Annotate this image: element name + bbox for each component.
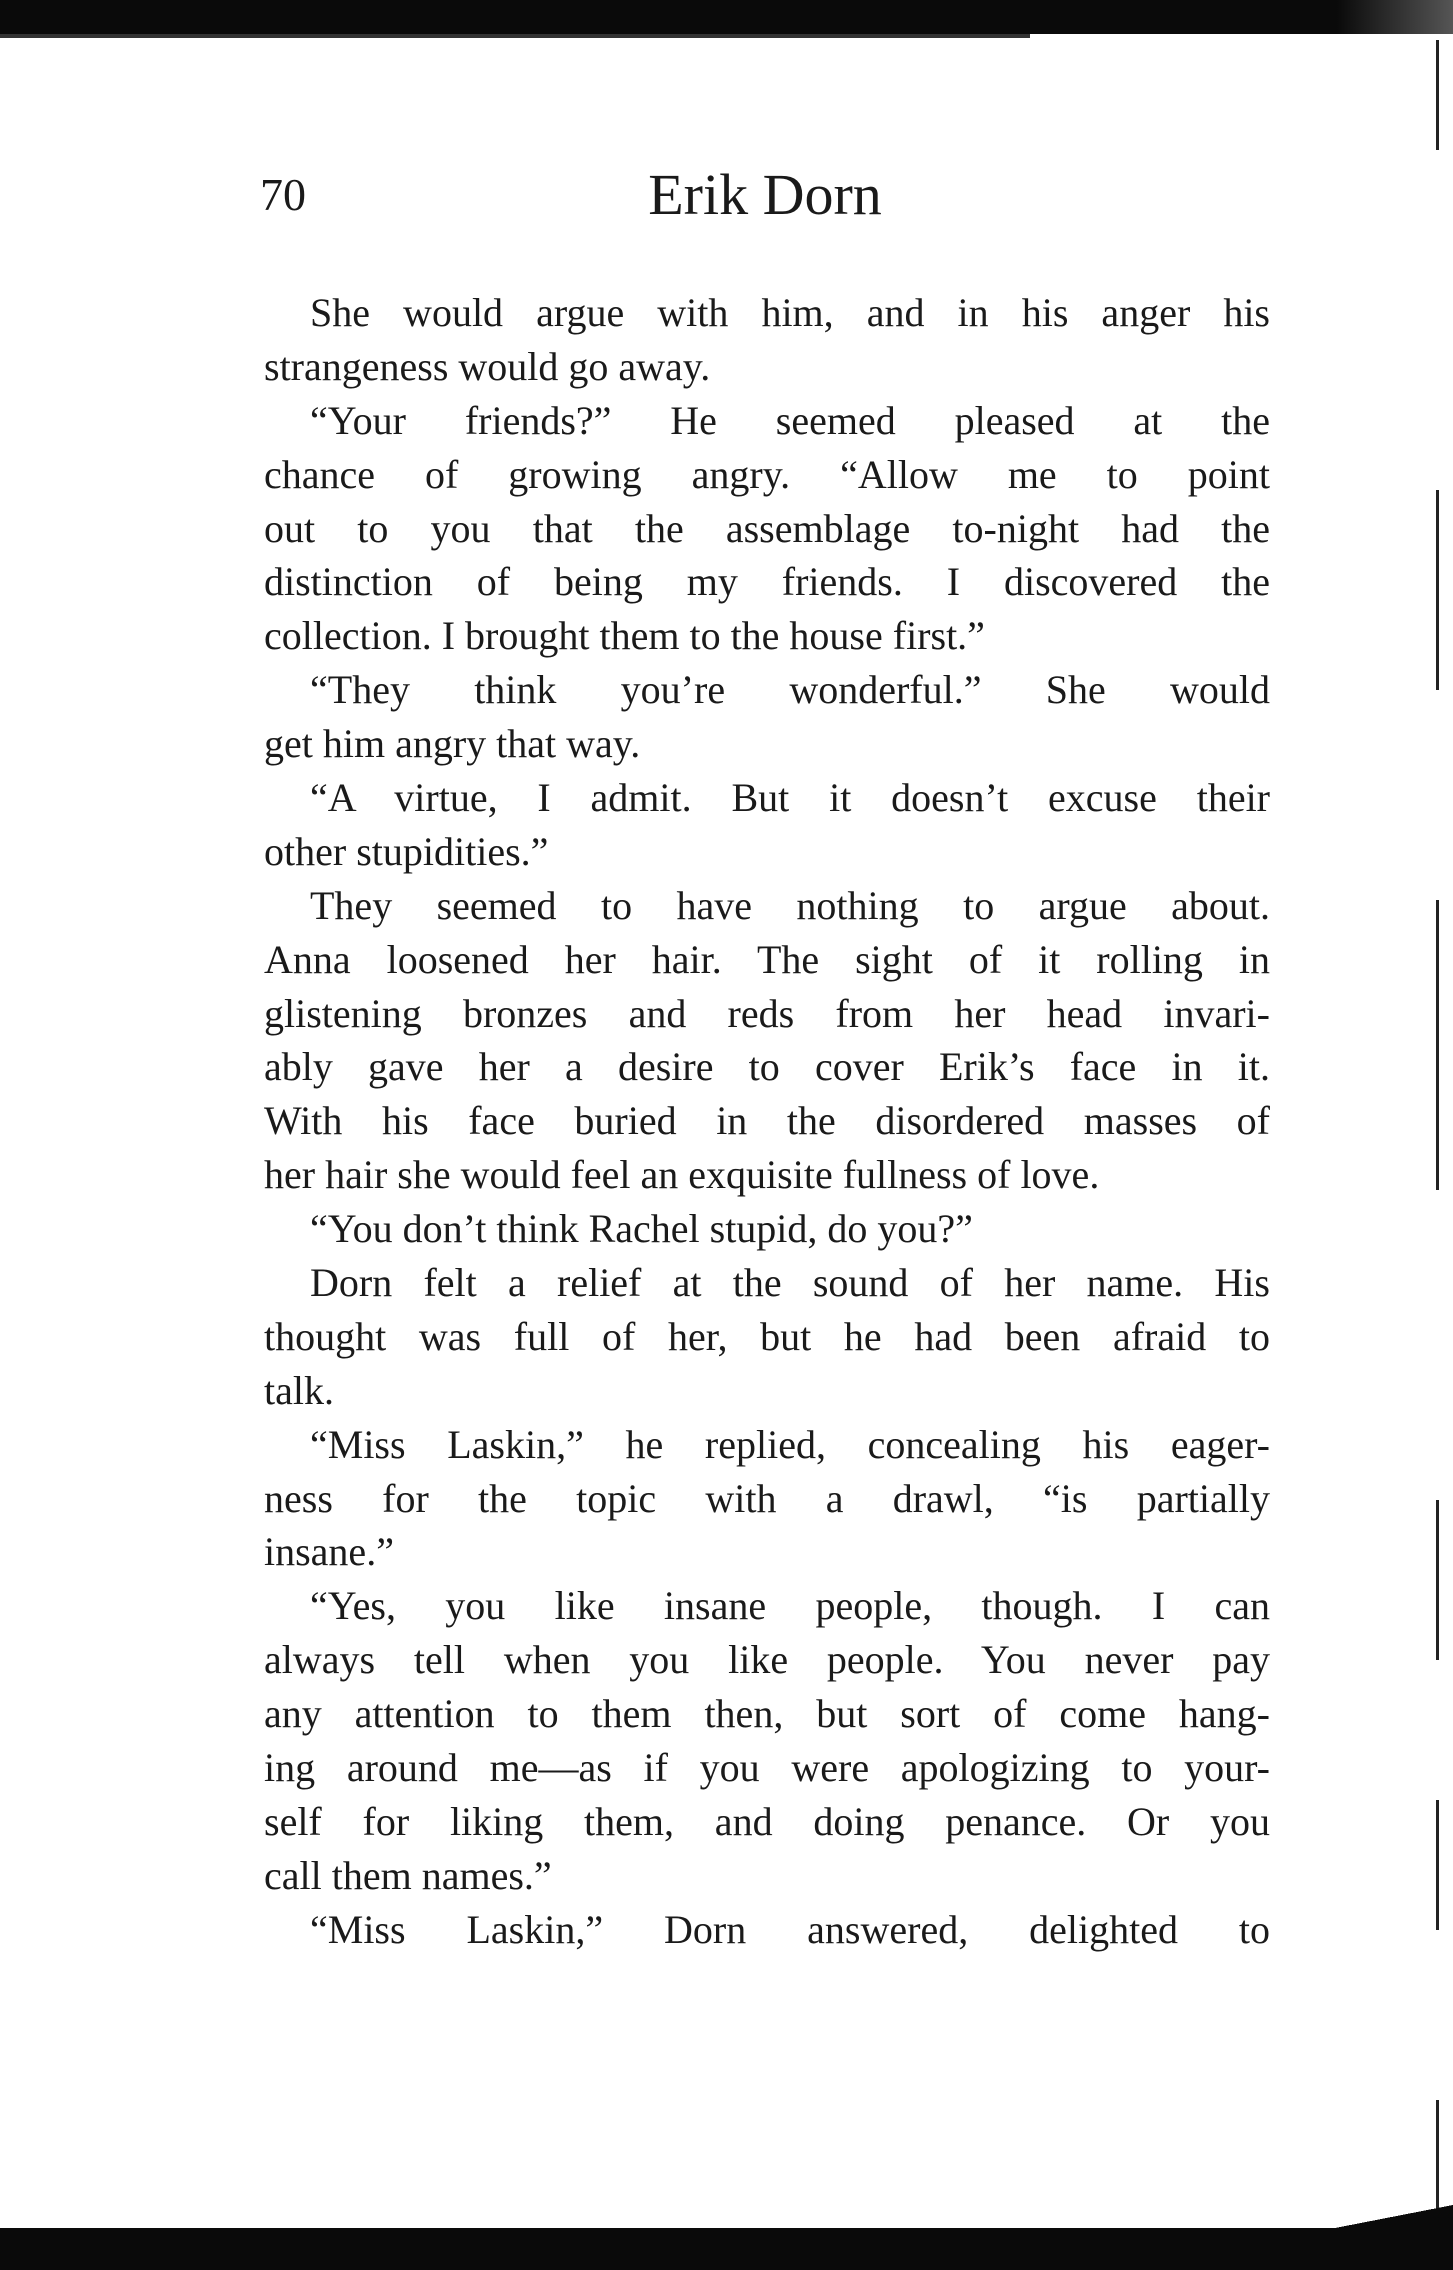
right-edge-mark (1436, 900, 1439, 1190)
text-line: “Miss Laskin,” Dorn answered, delighted to (310, 1906, 1270, 1952)
text-line: distinction of being my friends. I discovered the (264, 559, 1270, 605)
text-line: chance of growing angry. “Allow me to point (264, 451, 1270, 497)
book-title: Erik Dorn (648, 162, 882, 227)
right-edge-mark (1436, 1800, 1439, 1930)
text-line: ness for the topic with a drawl, “is partially (264, 1475, 1270, 1521)
text-line: “Miss Laskin,” he replied, concealing his eager- (310, 1421, 1270, 1467)
bottom-border-rule (0, 2228, 1453, 2270)
text-line: get him angry that way. (264, 721, 641, 767)
text-line: her hair she would feel an exquisite fullness of love. (264, 1152, 1100, 1198)
text-line: call them names.” (264, 1852, 552, 1898)
bottom-border-taper (1330, 2205, 1453, 2229)
page-number: 70 (260, 169, 306, 220)
text-line: collection. I brought them to the house first.” (264, 613, 985, 659)
text-line: She would argue with him, and in his anger his (310, 290, 1270, 335)
top-border-thin-rule (0, 34, 1030, 38)
text-line: other stupidities.” (264, 828, 549, 874)
top-border-rule (0, 0, 1453, 34)
text-line: ing around me—as if you were apologizing to your- (264, 1745, 1270, 1791)
text-line: any attention to them then, but sort of come hang- (264, 1691, 1270, 1737)
text-line: “They think you’re wonderful.” She would (310, 667, 1270, 713)
text-line: self for liking them, and doing penance. Or you (264, 1798, 1270, 1844)
right-edge-mark (1436, 490, 1439, 690)
text-line: strangeness would go away. (264, 343, 711, 389)
text-line: talk. (264, 1367, 334, 1413)
text-line: thought was full of her, but he had been afraid to (264, 1313, 1270, 1359)
text-line: always tell when you like people. You never pay (264, 1637, 1270, 1683)
text-line: “You don’t think Rachel stupid, do you?” (310, 1206, 973, 1252)
running-head (260, 160, 1270, 230)
text-line: “Yes, you like insane people, though. I can (310, 1583, 1270, 1629)
text-line: “Your friends?” He seemed pleased at the (310, 397, 1270, 443)
text-line: ably gave her a desire to cover Erik’s face in it. (264, 1044, 1270, 1090)
right-edge-mark (1436, 40, 1439, 150)
text-line: glistening bronzes and reds from her head invari- (264, 990, 1270, 1036)
body-text (264, 286, 1270, 1957)
text-line: Anna loosened her hair. The sight of it rolling in (264, 936, 1270, 982)
text-line: With his face buried in the disordered masses of (264, 1098, 1270, 1144)
text-line: “A virtue, I admit. But it doesn’t excuse their (310, 775, 1270, 821)
text-line: They seemed to have nothing to argue about. (310, 882, 1270, 928)
right-edge-mark (1436, 2100, 1439, 2210)
right-edge-mark (1436, 1500, 1439, 1660)
text-line: insane.” (264, 1529, 394, 1575)
text-line: out to you that the assemblage to-night had the (264, 505, 1270, 551)
text-line: Dorn felt a relief at the sound of her name. His (310, 1260, 1270, 1306)
